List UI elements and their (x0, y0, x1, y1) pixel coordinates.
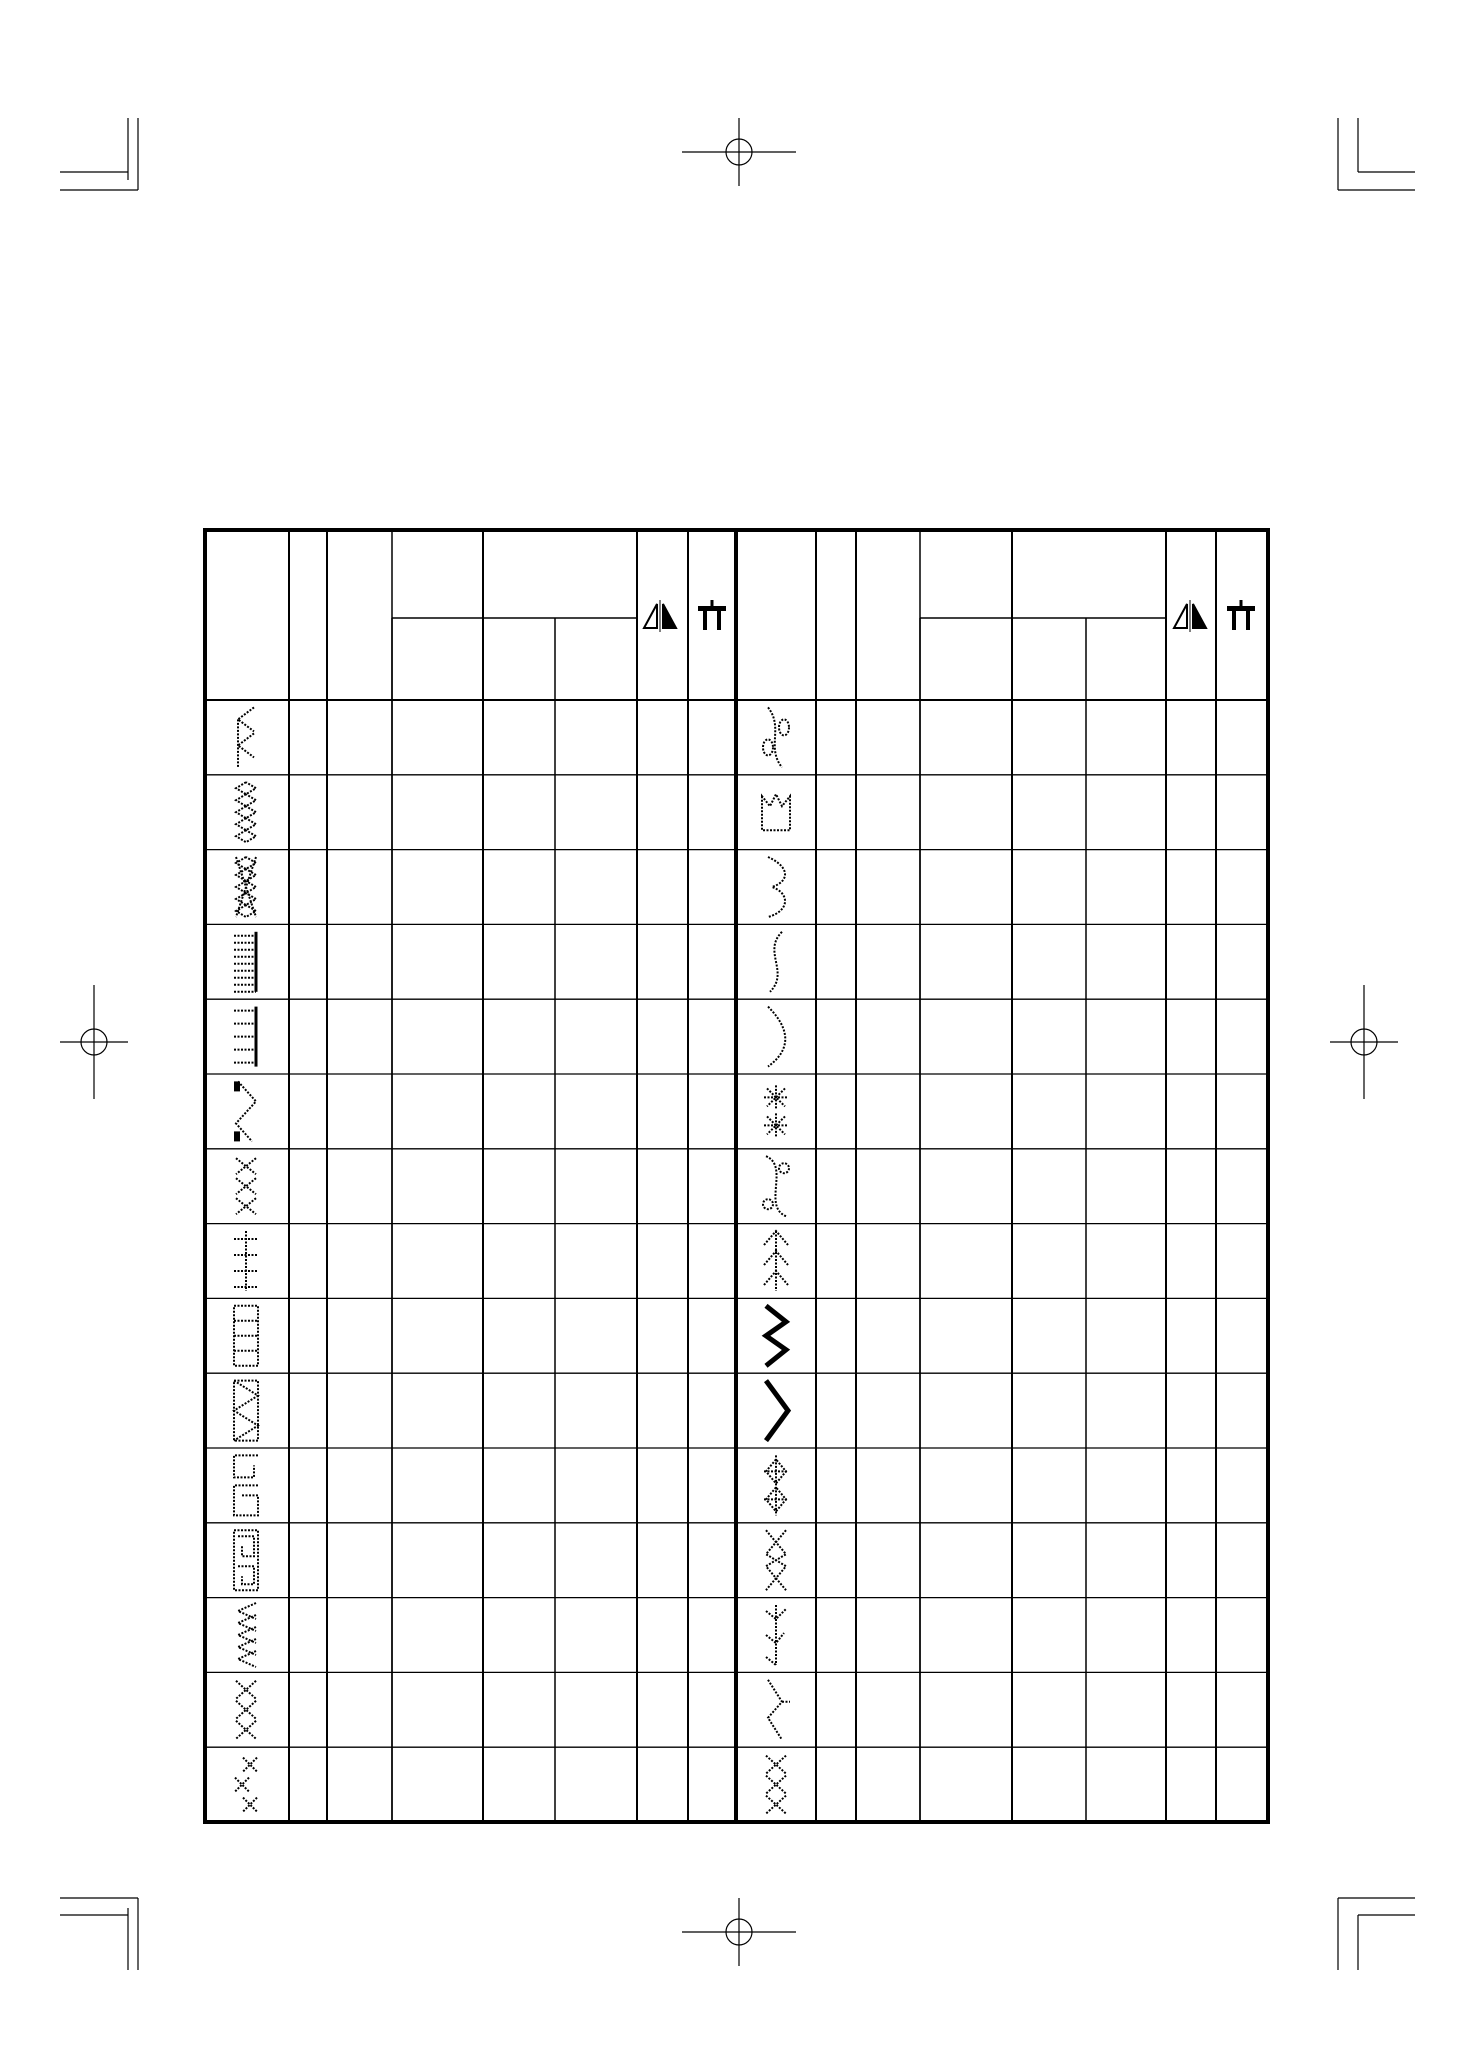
twin-needle-icon (1227, 600, 1255, 630)
left-stitch-cell[interactable] (238, 1603, 256, 1667)
mirror-image-icon (1174, 600, 1206, 632)
feather-cross-stitch-icon (234, 1231, 258, 1291)
triangle-chain-stitch-icon (234, 1381, 258, 1441)
stitch-table-grid (205, 530, 1268, 1822)
fern-branch-stitch-icon (766, 1605, 786, 1665)
right-stitch-cell[interactable] (762, 794, 790, 830)
left-stitch-cell[interactable] (234, 1530, 258, 1590)
left-stitch-cell[interactable] (234, 1231, 258, 1291)
left-stitch-cell[interactable] (234, 1306, 258, 1366)
right-stitch-cell[interactable] (770, 932, 782, 992)
left-stitch-cell[interactable] (234, 1455, 258, 1515)
chevron-arrow-stitch-icon (238, 707, 254, 767)
left-stitch-cell[interactable] (236, 782, 256, 842)
arrow-tree-stitch-icon (764, 1231, 788, 1291)
right-stitch-cell[interactable] (764, 1455, 788, 1515)
mirror-image-icon (644, 600, 676, 632)
right-stitch-cell[interactable] (764, 1231, 788, 1291)
right-stitch-cell[interactable] (766, 1756, 786, 1814)
star-cross-stitch-icon (764, 1085, 788, 1137)
diamond-lattice-stitch-icon (236, 782, 256, 842)
crown-stitch-icon (762, 794, 790, 830)
right-stitch-cell[interactable] (764, 1085, 788, 1137)
right-stitch-column (762, 707, 790, 1813)
left-stitch-cell[interactable] (234, 1007, 256, 1067)
right-stitch-cell[interactable] (766, 1381, 788, 1441)
comb-fine-stitch-icon (234, 932, 256, 992)
left-stitch-cell[interactable] (236, 857, 256, 917)
zigzag-bar-stitch-icon (234, 1081, 256, 1141)
lightning-zigzag-stitch-icon (766, 1306, 786, 1366)
right-stitch-cell[interactable] (768, 1680, 790, 1740)
dense-diamond-lattice-stitch-icon (236, 857, 256, 917)
smooth-wave-stitch-icon (770, 932, 782, 992)
right-stitch-cell[interactable] (763, 707, 789, 767)
diamond-cross-stitch-icon (764, 1455, 788, 1515)
right-stitch-cell[interactable] (768, 1007, 785, 1067)
bowtie-stitch-icon (766, 1530, 786, 1590)
y-branch-stitch-icon (768, 1680, 790, 1740)
spiral-key-stitch-icon (234, 1530, 258, 1590)
left-stitch-cell[interactable] (238, 707, 254, 767)
left-stitch-cell[interactable] (234, 1081, 256, 1141)
left-stitch-cell[interactable] (234, 1381, 258, 1441)
greek-key-stitch-icon (234, 1455, 258, 1515)
ladder-stitch-icon (234, 1306, 258, 1366)
double-x-stitch-icon (766, 1756, 786, 1814)
right-stitch-cell[interactable] (766, 1605, 786, 1665)
arrowhead-stitch-icon (238, 1603, 256, 1667)
bold-chevron-stitch-icon (766, 1381, 788, 1441)
half-wave-stitch-icon (768, 1007, 785, 1067)
left-stitch-cell[interactable] (234, 932, 256, 992)
wave-three-stitch-icon (768, 857, 785, 917)
floral-scroll-stitch-icon (763, 1156, 789, 1216)
registration-target-right (1330, 985, 1398, 1099)
twin-needle-icon (698, 600, 726, 630)
right-panel-grid (736, 530, 1268, 1822)
left-stitch-cell[interactable] (236, 1158, 256, 1214)
scattered-x-stitch-icon (235, 1758, 257, 1812)
registration-target-top (682, 118, 796, 186)
comb-wide-stitch-icon (234, 1007, 256, 1067)
cross-diamond-stitch-icon (236, 1158, 256, 1214)
right-stitch-cell[interactable] (768, 857, 785, 917)
right-stitch-cell[interactable] (766, 1530, 786, 1590)
right-stitch-cell[interactable] (763, 1156, 789, 1216)
left-stitch-cell[interactable] (236, 1681, 256, 1739)
left-stitch-column (234, 707, 258, 1811)
registration-target-bottom (682, 1898, 796, 1966)
leaf-vine-stitch-icon (763, 707, 789, 767)
left-stitch-cell[interactable] (235, 1758, 257, 1812)
left-panel-grid (205, 530, 736, 1822)
double-x-stitch-icon (236, 1681, 256, 1739)
registration-target-left (60, 985, 128, 1099)
right-stitch-cell[interactable] (766, 1306, 786, 1366)
